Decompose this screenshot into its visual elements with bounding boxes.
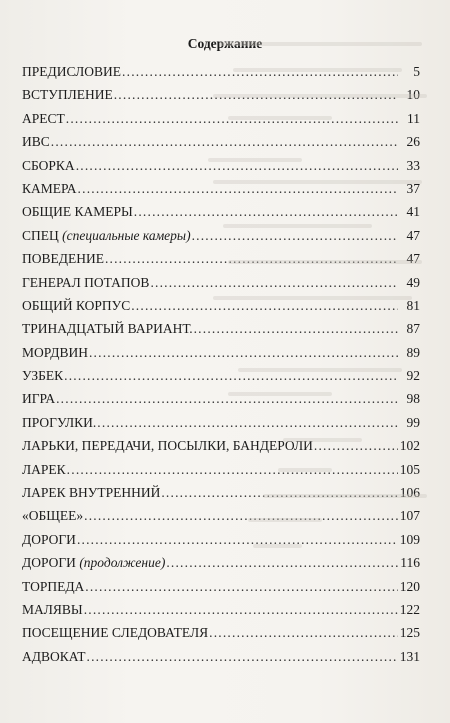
toc-entry-page-number: 116 <box>400 555 420 571</box>
dot-leader <box>89 345 398 361</box>
dot-leader <box>76 158 398 174</box>
toc-entry-page-number: 107 <box>399 508 420 524</box>
toc-entry-page-number: 41 <box>406 204 420 220</box>
toc-entry-label <box>22 228 191 244</box>
dot-leader <box>56 391 398 407</box>
toc-entry <box>22 508 420 531</box>
toc-entry <box>22 462 420 485</box>
toc-entry-label <box>22 485 160 501</box>
toc-entry-title: ОБЩИЕ КАМЕРЫ <box>22 204 133 220</box>
toc-entry-title: ПОСЕЩЕНИЕ СЛЕДОВАТЕЛЯ <box>22 625 209 641</box>
toc-entry-page-number: 89 <box>406 344 420 360</box>
toc-entry <box>22 251 420 274</box>
toc-entry-label <box>22 415 96 431</box>
toc-entry-label <box>22 625 208 641</box>
toc-entry-label <box>22 508 83 524</box>
toc-entry <box>22 415 420 438</box>
toc-entry-note: (продолжение) <box>79 555 166 571</box>
toc-entry-title: ТРИНАДЦАТЫЙ ВАРИАНТ. <box>22 321 193 337</box>
toc-entry-label <box>22 298 130 314</box>
dot-leader <box>77 532 398 548</box>
toc-entry-label <box>22 532 76 548</box>
toc-entry-page-number: 131 <box>399 648 420 664</box>
dot-leader <box>66 111 398 127</box>
toc-entry-page-number: 47 <box>406 227 420 243</box>
toc-entry-title: СПЕЦ <box>22 227 63 243</box>
toc-entry <box>22 438 420 461</box>
dot-leader <box>78 181 398 197</box>
dot-leader <box>97 415 398 431</box>
toc-entry <box>22 555 420 578</box>
toc-entry-page-number: 109 <box>399 531 420 547</box>
toc-entry <box>22 64 420 87</box>
toc-entry <box>22 181 420 204</box>
toc-entry <box>22 204 420 227</box>
toc-entry-page-number: 122 <box>399 601 420 617</box>
toc-entry-page-number: 81 <box>406 297 420 313</box>
toc-entry <box>22 625 420 648</box>
toc-entry-label <box>22 204 133 220</box>
toc-entry-title: ЛАРЕК <box>22 461 66 477</box>
toc-entry-title: ГЕНЕРАЛ ПОТАПОВ <box>22 274 150 290</box>
toc-entry-title: ЛАРЬКИ, ПЕРЕДАЧИ, ПОСЫЛКИ, БАНДЕРОЛИ <box>22 438 313 454</box>
toc-entry-title: СБОРКА <box>22 157 75 173</box>
toc-entry-title: ПОВЕДЕНИЕ <box>22 251 104 267</box>
toc-entry-label <box>22 64 121 80</box>
toc-entry-title: «ОБЩЕЕ» <box>22 508 84 524</box>
toc-entry-label <box>22 111 65 127</box>
toc-entry-title: ТОРПЕДА <box>22 578 85 594</box>
dot-leader <box>314 438 398 454</box>
dot-leader <box>161 485 397 501</box>
toc-entry-page-number: 120 <box>399 578 420 594</box>
toc-list <box>22 64 420 672</box>
toc-entry <box>22 579 420 602</box>
toc-entry-label <box>22 181 77 197</box>
toc-entry-title: МАЛЯВЫ <box>22 601 83 617</box>
toc-entry-title: ИГРА <box>22 391 56 407</box>
toc-entry-page-number: 102 <box>399 438 420 454</box>
toc-entry <box>22 649 420 672</box>
toc-entry <box>22 158 420 181</box>
toc-entry <box>22 298 420 321</box>
toc-entry-title: МОРДВИН <box>22 344 88 360</box>
dot-leader <box>131 298 398 314</box>
dot-leader <box>105 251 398 267</box>
toc-entry-page-number: 106 <box>399 485 420 501</box>
toc-entry-title: ДОРОГИ <box>22 531 76 547</box>
toc-entry <box>22 87 420 110</box>
toc-entry-label <box>22 321 193 337</box>
toc-entry <box>22 602 420 625</box>
dot-leader <box>192 228 398 244</box>
toc-entry-page-number: 125 <box>399 625 420 641</box>
toc-entry-title: ЛАРЕК ВНУТРЕННИЙ <box>22 485 161 501</box>
dot-leader <box>87 649 398 665</box>
toc-title: Содержание <box>187 36 263 51</box>
toc-entry-page-number: 92 <box>406 368 420 384</box>
toc-entry-title: ДОРОГИ <box>22 555 80 571</box>
toc-entry-page-number: 37 <box>406 180 420 196</box>
toc-entry-page-number: 99 <box>406 414 420 430</box>
toc-entry-label <box>22 158 75 174</box>
toc-entry-label <box>22 649 86 665</box>
toc-entry-label <box>22 462 66 478</box>
dot-leader <box>85 579 397 595</box>
dot-leader <box>114 87 398 103</box>
toc-entry-page-number: 26 <box>406 134 420 150</box>
toc-entry-label <box>22 391 55 407</box>
dot-leader <box>166 555 398 571</box>
toc-entry-page-number: 98 <box>406 391 420 407</box>
dot-leader <box>150 275 398 291</box>
toc-entry-label <box>22 368 63 384</box>
dot-leader <box>194 321 398 337</box>
toc-entry-label <box>22 345 88 361</box>
toc-entry-page-number: 11 <box>407 110 420 126</box>
dot-leader <box>122 64 398 80</box>
toc-entry-title: КАМЕРА <box>22 180 77 196</box>
toc-entry-label <box>22 579 84 595</box>
toc-entry-label <box>22 438 313 454</box>
toc-entry <box>22 321 420 344</box>
toc-entry-label <box>22 555 165 571</box>
toc-entry-note: (специальные камеры) <box>62 227 191 243</box>
toc-entry-page-number: 49 <box>406 274 420 290</box>
toc-entry <box>22 275 420 298</box>
toc-entry <box>22 532 420 555</box>
toc-entry-label <box>22 134 50 150</box>
dot-leader <box>51 134 398 150</box>
toc-entry-label <box>22 602 83 618</box>
toc-entry-title: ИВС <box>22 134 50 150</box>
toc-entry-title: АДВОКАТ <box>22 648 86 664</box>
toc-entry-page-number: 10 <box>406 87 420 103</box>
toc-entry-title: ОБЩИЙ КОРПУС <box>22 297 131 313</box>
dot-leader <box>84 508 398 524</box>
toc-entry-title: ВСТУПЛЕНИЕ <box>22 87 113 103</box>
toc-entry-title: ПРОГУЛКИ. <box>22 414 97 430</box>
toc-entry <box>22 485 420 508</box>
toc-entry-title: АРЕСТ <box>22 110 65 126</box>
dot-leader <box>84 602 398 618</box>
toc-entry <box>22 345 420 368</box>
toc-entry-title: ПРЕДИСЛОВИЕ <box>22 64 122 79</box>
toc-entry <box>22 391 420 414</box>
dot-leader <box>67 462 398 478</box>
toc-entry <box>22 134 420 157</box>
toc-entry <box>22 228 420 251</box>
dot-leader <box>64 368 398 384</box>
dot-leader <box>134 204 398 220</box>
toc-entry-label <box>22 275 149 291</box>
toc-entry <box>22 111 420 134</box>
toc-entry-page-number: 33 <box>406 157 420 173</box>
toc-entry-page-number: 47 <box>406 251 420 267</box>
toc-entry-label <box>22 87 113 103</box>
toc-entry-page-number: 87 <box>406 321 420 337</box>
toc-entry-page-number: 105 <box>399 461 420 477</box>
dot-leader <box>209 625 398 641</box>
toc-entry-title: УЗБЕК <box>22 368 64 384</box>
toc-entry-label <box>22 251 104 267</box>
toc-entry <box>22 368 420 391</box>
toc-entry-page-number: 5 <box>413 64 420 79</box>
